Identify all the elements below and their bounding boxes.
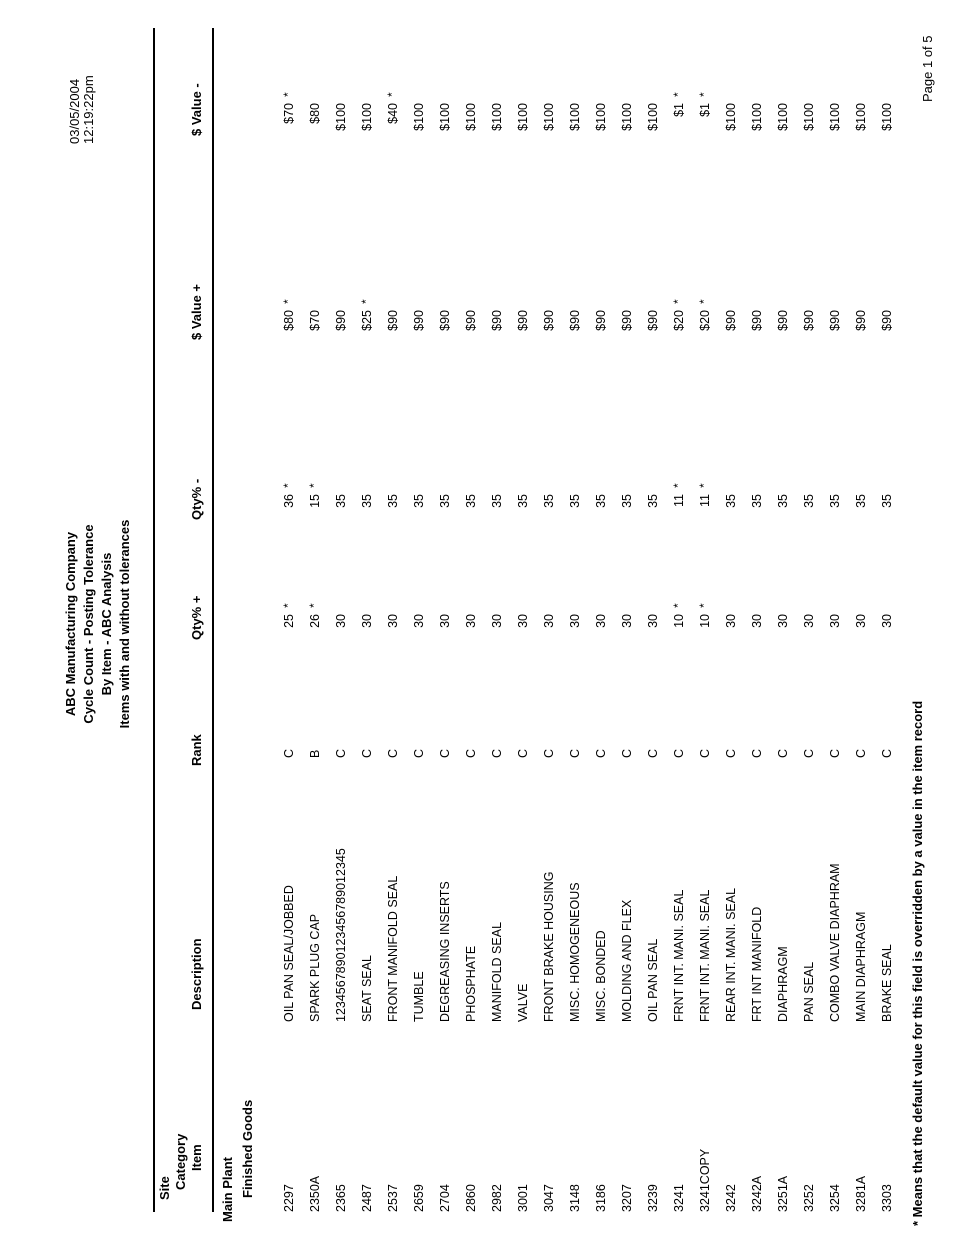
cell-rank: C [516,748,530,758]
cell-qty-plus: 30 [438,614,452,628]
cell-qty-plus: 30 [594,614,608,628]
override-flag: * [671,92,685,97]
cell-item: 2860 [464,1184,478,1212]
cell-qty-minus: 35 [646,494,660,508]
cell-value-minus: $100 [412,103,426,131]
cell-value-plus: $90 [750,310,764,331]
override-flag: * [359,299,373,304]
override-flag: * [307,603,321,608]
cell-value-plus: $90 [880,310,894,331]
cell-description: SPARK PLUG CAP [308,913,322,1022]
header-category: Category [173,1133,188,1190]
cell-value-plus: $90 [438,310,452,331]
cell-qty-minus: 35 [594,494,608,508]
cell-value-plus: $90 [646,310,660,331]
cell-description: VALVE [516,983,530,1022]
cell-rank: C [776,748,790,758]
cell-description: FRONT MANIFOLD SEAL [386,875,400,1022]
report-time: 12:19:22pm [81,75,96,144]
footnote: * Means that the default value for this field is overridden by a value in the item record [910,700,925,1226]
cell-qty-minus: 35 [334,494,348,508]
cell-qty-plus: 30 [386,614,400,628]
cell-qty-plus: 10 [672,614,686,628]
cell-qty-minus: 35 [386,494,400,508]
cell-description: PAN SEAL [802,961,816,1022]
cell-item: 3241 [672,1184,686,1212]
cell-item: 3207 [620,1184,634,1212]
override-flag: * [697,483,711,488]
title-line: Cycle Count - Posting Tolerance [81,524,96,724]
cell-value-plus: $90 [464,310,478,331]
cell-value-minus: $100 [438,103,452,131]
header-bottom-rule [212,28,214,1212]
cell-value-plus: $90 [334,310,348,331]
cell-description: DEGREASING INSERTS [438,881,452,1022]
cell-description: SEAT SEAL [360,955,374,1022]
cell-qty-minus: 35 [464,494,478,508]
cell-qty-minus: 35 [776,494,790,508]
cell-qty-minus: 35 [438,494,452,508]
cell-qty-plus: 30 [464,614,478,628]
cell-rank: C [438,748,452,758]
page-number: Page 1 of 5 [920,35,935,102]
cell-rank: C [724,748,738,758]
cell-description: MISC. HOMOGENEOUS [568,882,582,1022]
cell-qty-minus: 35 [854,494,868,508]
cell-description: BRAKE SEAL [880,944,894,1022]
header-value-plus: $ Value + [189,283,204,340]
cell-item: 2982 [490,1184,504,1212]
cell-value-plus: $90 [724,310,738,331]
header-value-minus: $ Value - [189,83,204,136]
cell-value-minus: $80 [308,103,322,124]
cell-qty-minus: 35 [568,494,582,508]
cell-qty-minus: 35 [542,494,556,508]
cell-rank: C [282,748,296,758]
cell-value-minus: $70 [282,103,296,124]
cell-rank: C [412,748,426,758]
cell-value-plus: $90 [620,310,634,331]
cell-value-plus: $90 [828,310,842,331]
cell-qty-plus: 30 [334,614,348,628]
cell-value-minus: $100 [724,103,738,131]
cell-item: 3001 [516,1184,530,1212]
cell-description: FRNT INT. MANI. SEAL [698,889,712,1022]
override-flag: * [697,92,711,97]
cell-value-minus: $100 [334,103,348,131]
cell-item: 2704 [438,1184,452,1212]
cell-value-plus: $90 [854,310,868,331]
cell-item: 3281A [854,1175,868,1212]
cell-item: 3186 [594,1184,608,1212]
header-description: Description [189,938,204,1010]
cell-rank: C [828,748,842,758]
cell-value-minus: $100 [464,103,478,131]
cell-description: MOLDING AND FLEX [620,899,634,1022]
cell-qty-minus: 35 [880,494,894,508]
cell-rank: C [750,748,764,758]
cell-qty-minus: 11 [672,494,686,507]
cell-value-plus: $90 [568,310,582,331]
cell-value-minus: $100 [646,103,660,131]
title-line: ABC Manufacturing Company [63,531,78,717]
cell-qty-minus: 36 [282,494,296,508]
cell-qty-minus: 11 [698,494,712,507]
cell-qty-minus: 35 [620,494,634,508]
override-flag: * [281,299,295,304]
cell-value-plus: $20 [698,310,712,331]
cell-qty-minus: 35 [802,494,816,508]
cell-value-minus: $100 [516,103,530,131]
cell-description: OIL PAN SEAL/JOBBED [282,885,296,1022]
override-flag: * [671,603,685,608]
cell-value-plus: $90 [412,310,426,331]
cell-rank: B [308,749,322,758]
cell-qty-plus: 30 [776,614,790,628]
cell-item: 2487 [360,1184,374,1212]
cell-value-plus: $25 [360,310,374,331]
cell-description: FRNT INT. MANI. SEAL [672,889,686,1022]
cell-item: 3148 [568,1184,582,1212]
cell-item: 3242 [724,1184,738,1212]
cell-rank: C [698,748,712,758]
cell-description: FRONT BRAKE HOUSING [542,871,556,1022]
cell-value-minus: $100 [828,103,842,131]
cell-item: 3242A [750,1175,764,1212]
cell-qty-plus: 30 [880,614,894,628]
cell-value-plus: $90 [594,310,608,331]
cell-qty-plus: 25 [282,614,296,628]
cell-qty-minus: 35 [490,494,504,508]
cell-rank: C [386,748,400,758]
cell-qty-plus: 30 [360,614,374,628]
cell-value-plus: $70 [308,310,322,331]
header-site: Site [157,1176,172,1200]
cell-value-minus: $100 [542,103,556,131]
cell-rank: C [568,748,582,758]
cell-description: COMBO VALVE DIAPHRAM [828,863,842,1022]
cell-value-plus: $90 [542,310,556,331]
cell-value-minus: $100 [854,103,868,131]
cell-value-minus: $100 [490,103,504,131]
override-flag: * [281,92,295,97]
header-item: Item [189,1144,204,1171]
cell-value-minus: $100 [750,103,764,131]
cell-value-minus: $1 [698,103,712,117]
cell-qty-plus: 26 [308,614,322,628]
cell-qty-minus: 35 [412,494,426,508]
cell-rank: C [620,748,634,758]
cell-qty-plus: 30 [646,614,660,628]
cell-rank: C [646,748,660,758]
cell-qty-plus: 30 [802,614,816,628]
cell-value-plus: $90 [386,310,400,331]
cell-qty-plus: 30 [412,614,426,628]
cell-qty-plus: 30 [490,614,504,628]
cell-description: DIAPHRAGM [776,946,790,1022]
cell-description: TUMBLE [412,971,426,1022]
header-qty-plus: Qty% + [189,595,204,640]
cell-item: 3239 [646,1184,660,1212]
cell-qty-plus: 10 [698,614,712,628]
report-date: 03/05/2004 [67,78,82,144]
override-flag: * [671,299,685,304]
cell-qty-minus: 15 [308,494,322,508]
cell-qty-plus: 30 [750,614,764,628]
cell-description: 123456789012345678901234​5 [334,848,348,1022]
cell-rank: C [594,748,608,758]
cell-qty-plus: 30 [542,614,556,628]
cell-value-minus: $100 [776,103,790,131]
cell-value-plus: $80 [282,310,296,331]
title-line: Items with and without tolerances [117,519,132,729]
cell-qty-plus: 30 [854,614,868,628]
cell-qty-minus: 35 [360,494,374,508]
cell-item: 2659 [412,1184,426,1212]
cell-description: MANIFOLD SEAL [490,921,504,1022]
override-flag: * [385,92,399,97]
cell-value-plus: $90 [490,310,504,331]
cell-rank: C [542,748,556,758]
cell-description: MAIN DIAPHRAGM [854,911,868,1022]
cell-value-minus: $100 [880,103,894,131]
cell-qty-plus: 30 [620,614,634,628]
override-flag: * [281,603,295,608]
override-flag: * [697,299,711,304]
cell-rank: C [802,748,816,758]
cell-value-plus: $90 [516,310,530,331]
cell-item: 3047 [542,1184,556,1212]
header-top-rule [153,28,155,1212]
override-flag: * [671,483,685,488]
cell-item: 2537 [386,1184,400,1212]
cell-qty-minus: 35 [828,494,842,508]
cell-item: 3254 [828,1184,842,1212]
group-site: Main Plant [220,1156,235,1222]
cell-qty-plus: 30 [568,614,582,628]
cell-qty-plus: 30 [828,614,842,628]
cell-rank: C [334,748,348,758]
cell-item: 2350A [308,1175,322,1212]
cell-rank: C [464,748,478,758]
cell-value-plus: $90 [776,310,790,331]
cell-qty-plus: 30 [516,614,530,628]
cell-rank: C [360,748,374,758]
cell-value-minus: $40 [386,103,400,124]
cell-value-minus: $100 [594,103,608,131]
cell-rank: C [490,748,504,758]
cell-value-plus: $20 [672,310,686,331]
header-rank: Rank [189,734,204,766]
cell-item: 3251A [776,1175,790,1212]
override-flag: * [281,483,295,488]
cell-value-minus: $100 [360,103,374,131]
cell-description: PHOSPHATE [464,945,478,1022]
header-qty-minus: Qty% - [189,478,204,520]
cell-item: 2365 [334,1184,348,1212]
cell-description: OIL PAN SEAL [646,938,660,1022]
cell-value-plus: $90 [802,310,816,331]
cell-rank: C [854,748,868,758]
cell-description: FRT INT MANIFOLD [750,906,764,1022]
override-flag: * [307,483,321,488]
cell-item: 2297 [282,1184,296,1212]
override-flag: * [697,603,711,608]
cell-rank: C [880,748,894,758]
cell-value-minus: $100 [568,103,582,131]
cell-item: 3252 [802,1184,816,1212]
cell-description: REAR INT. MANI. SEAL [724,887,738,1022]
cell-qty-plus: 30 [724,614,738,628]
cell-description: MISC. BONDED [594,930,608,1022]
cell-value-minus: $100 [620,103,634,131]
group-category: Finished Goods [240,1099,255,1198]
cell-qty-minus: 35 [516,494,530,508]
cell-value-minus: $1 [672,103,686,117]
cell-rank: C [672,748,686,758]
cell-value-minus: $100 [802,103,816,131]
title-line: By Item - ABC Analysis [99,552,114,696]
cell-item: 3303 [880,1184,894,1212]
cell-item: 3241COPY [698,1148,712,1212]
cell-qty-minus: 35 [724,494,738,508]
report-title [62,0,134,1248]
cell-qty-minus: 35 [750,494,764,508]
